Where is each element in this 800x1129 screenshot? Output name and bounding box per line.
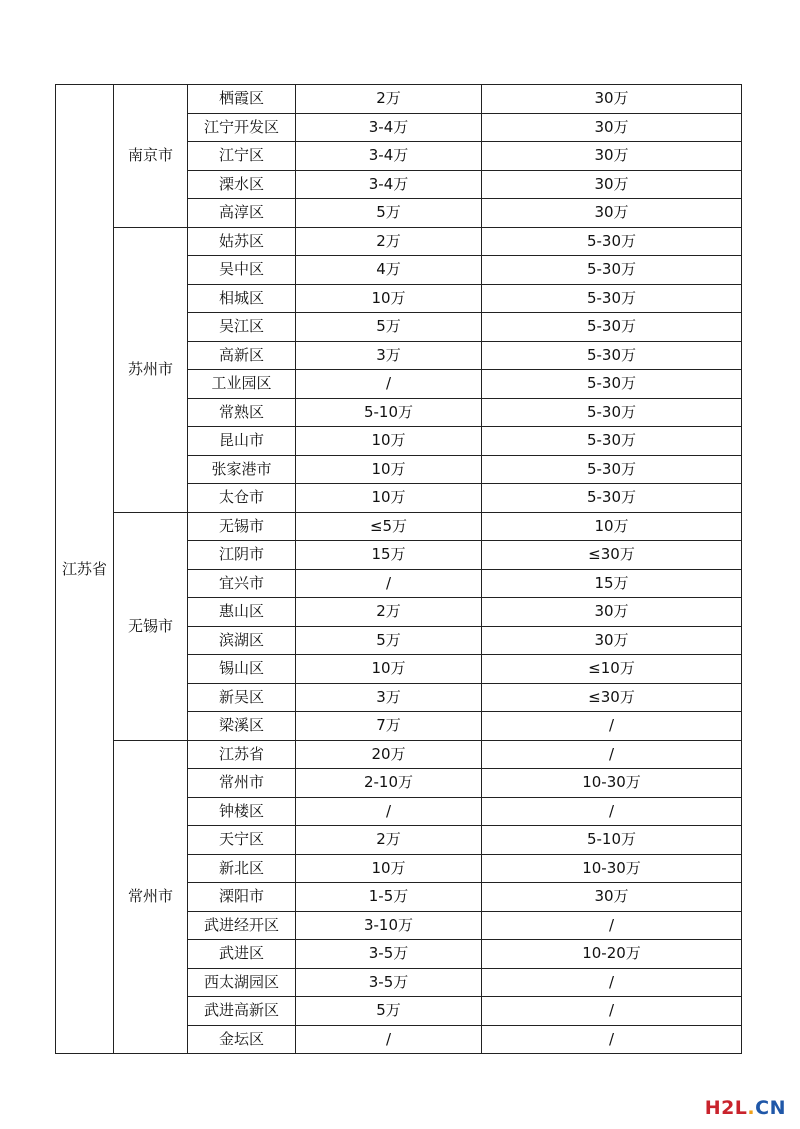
table-row [56,227,742,256]
value-b-cell: 30万 [482,113,742,142]
value-a-cell: 3-4万 [296,170,482,199]
value-a-cell: 2万 [296,598,482,627]
value-b-cell: 5-30万 [482,484,742,513]
value-b-cell: / [482,968,742,997]
city-cell: 常州市 [114,740,188,1054]
value-a-cell: 4万 [296,256,482,285]
value-a-cell: 3-4万 [296,113,482,142]
value-b-cell: / [482,911,742,940]
district-cell: 武进区 [188,940,296,969]
value-b-cell: / [482,712,742,741]
value-b-cell: 30万 [482,142,742,171]
district-cell: 相城区 [188,284,296,313]
value-b-cell: / [482,797,742,826]
district-cell: 天宁区 [188,826,296,855]
value-a-cell: 3万 [296,683,482,712]
district-cell: 姑苏区 [188,227,296,256]
value-b-cell: 10-30万 [482,854,742,883]
district-cell: 无锡市 [188,512,296,541]
value-b-cell: 5-30万 [482,256,742,285]
value-b-cell: / [482,1025,742,1054]
value-a-cell: 3-5万 [296,940,482,969]
value-a-cell: 5万 [296,199,482,228]
value-b-cell: 30万 [482,626,742,655]
site-watermark [705,1097,786,1119]
value-b-cell: ≤10万 [482,655,742,684]
district-cell: 高淳区 [188,199,296,228]
table-row [56,740,742,769]
district-cell: 金坛区 [188,1025,296,1054]
value-b-cell: 5-30万 [482,427,742,456]
value-a-cell: / [296,797,482,826]
value-a-cell: / [296,1025,482,1054]
district-cell: 溧水区 [188,170,296,199]
watermark-tld: CN [755,1097,786,1119]
district-cell: 钟楼区 [188,797,296,826]
value-a-cell: 2万 [296,826,482,855]
value-a-cell: 10万 [296,655,482,684]
value-a-cell: 2万 [296,85,482,114]
value-b-cell: 15万 [482,569,742,598]
district-cell: 栖霞区 [188,85,296,114]
district-cell: 锡山区 [188,655,296,684]
subsidy-table [55,84,742,1054]
value-a-cell: 1-5万 [296,883,482,912]
district-cell: 武进经开区 [188,911,296,940]
district-cell: 滨湖区 [188,626,296,655]
district-cell: 新北区 [188,854,296,883]
value-b-cell: 5-30万 [482,313,742,342]
district-cell: 新吴区 [188,683,296,712]
value-b-cell: 5-30万 [482,341,742,370]
district-cell: 太仓市 [188,484,296,513]
value-b-cell: 5-30万 [482,284,742,313]
table-body [56,85,742,1054]
value-a-cell: 3-10万 [296,911,482,940]
city-cell: 苏州市 [114,227,188,512]
value-a-cell: 5-10万 [296,398,482,427]
city-cell: 无锡市 [114,512,188,740]
value-a-cell: / [296,569,482,598]
value-b-cell: 5-30万 [482,455,742,484]
watermark-dot: . [747,1097,756,1119]
value-a-cell: 5万 [296,626,482,655]
value-a-cell: 5万 [296,997,482,1026]
value-a-cell: ≤5万 [296,512,482,541]
district-cell: 张家港市 [188,455,296,484]
value-b-cell: / [482,997,742,1026]
value-a-cell: 15万 [296,541,482,570]
district-cell: 常州市 [188,769,296,798]
district-cell: 宜兴市 [188,569,296,598]
value-b-cell: / [482,740,742,769]
value-a-cell: 3-5万 [296,968,482,997]
table-row [56,512,742,541]
district-cell: 西太湖园区 [188,968,296,997]
district-cell: 江宁开发区 [188,113,296,142]
district-cell: 工业园区 [188,370,296,399]
value-b-cell: 30万 [482,199,742,228]
value-b-cell: 5-30万 [482,398,742,427]
value-a-cell: 2-10万 [296,769,482,798]
city-cell: 南京市 [114,85,188,228]
district-cell: 江苏省 [188,740,296,769]
district-cell: 昆山市 [188,427,296,456]
value-b-cell: ≤30万 [482,541,742,570]
value-b-cell: 10-20万 [482,940,742,969]
value-b-cell: 30万 [482,85,742,114]
value-a-cell: 10万 [296,854,482,883]
value-a-cell: 2万 [296,227,482,256]
value-a-cell: 10万 [296,427,482,456]
value-b-cell: ≤30万 [482,683,742,712]
district-cell: 武进高新区 [188,997,296,1026]
value-b-cell: 30万 [482,883,742,912]
value-a-cell: 10万 [296,284,482,313]
value-a-cell: 7万 [296,712,482,741]
value-b-cell: 5-10万 [482,826,742,855]
district-cell: 溧阳市 [188,883,296,912]
district-cell: 江阴市 [188,541,296,570]
district-cell: 常熟区 [188,398,296,427]
district-cell: 江宁区 [188,142,296,171]
value-b-cell: 30万 [482,170,742,199]
value-a-cell: 5万 [296,313,482,342]
district-cell: 高新区 [188,341,296,370]
watermark-main: H2L [704,1097,748,1119]
district-cell: 吴江区 [188,313,296,342]
value-b-cell: 30万 [482,598,742,627]
value-a-cell: 10万 [296,484,482,513]
district-cell: 吴中区 [188,256,296,285]
value-a-cell: 10万 [296,455,482,484]
province-cell: 江苏省 [56,85,114,1054]
value-b-cell: 5-30万 [482,370,742,399]
value-a-cell: 20万 [296,740,482,769]
value-a-cell: 3万 [296,341,482,370]
district-cell: 惠山区 [188,598,296,627]
district-cell: 梁溪区 [188,712,296,741]
value-b-cell: 5-30万 [482,227,742,256]
value-b-cell: 10万 [482,512,742,541]
table-row [56,85,742,114]
value-a-cell: 3-4万 [296,142,482,171]
value-a-cell: / [296,370,482,399]
value-b-cell: 10-30万 [482,769,742,798]
